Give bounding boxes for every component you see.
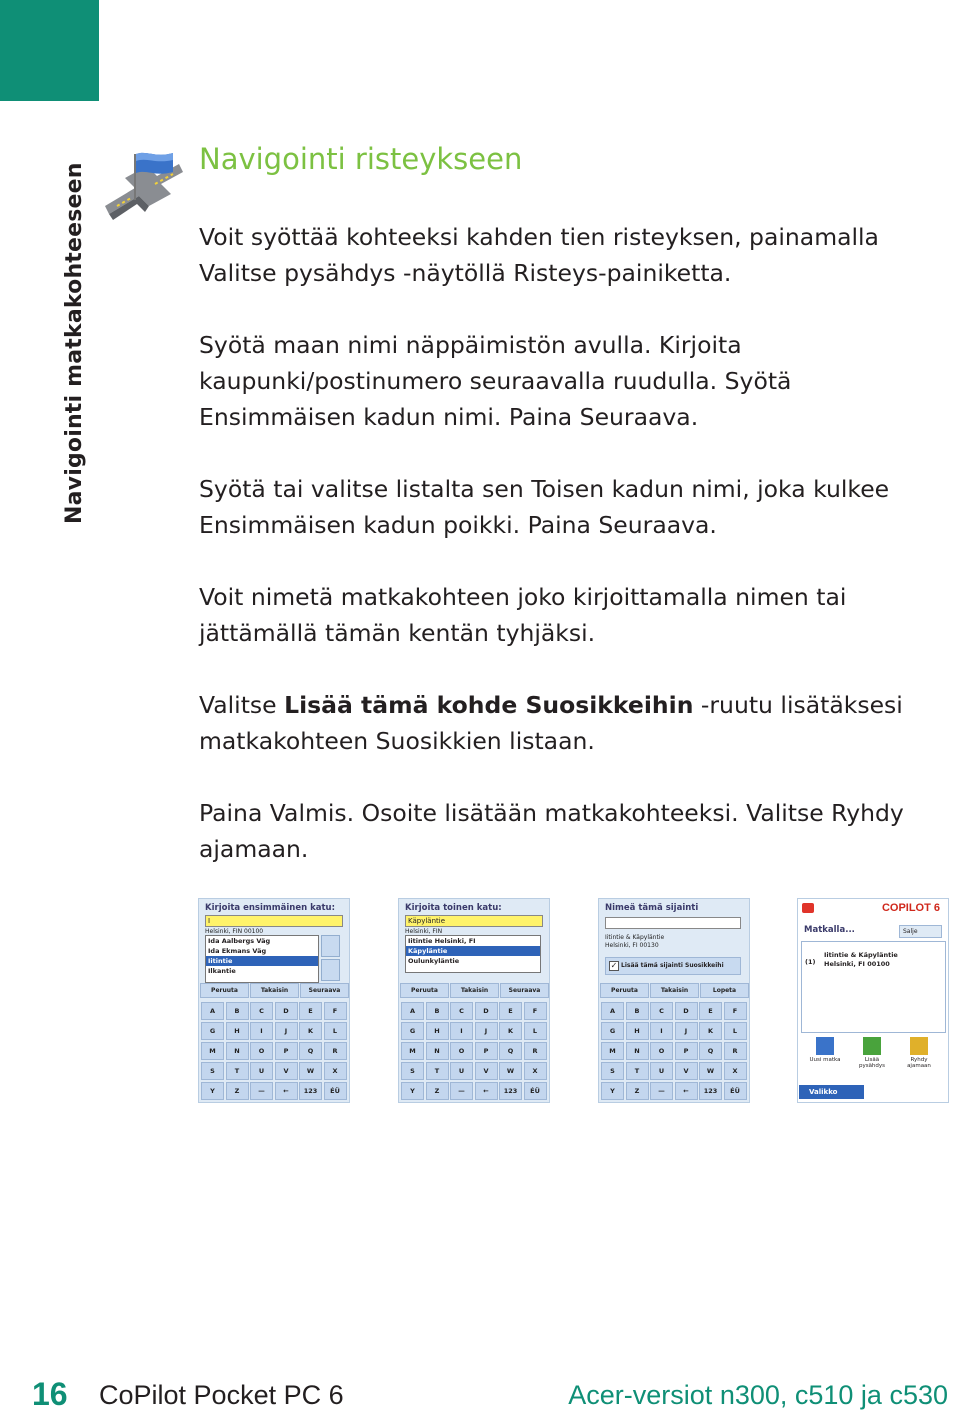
cancel-button[interactable]: Peruuta <box>400 983 449 998</box>
keyboard-key[interactable]: D <box>675 1002 698 1020</box>
flag-icon <box>816 1037 834 1055</box>
keyboard-key[interactable]: ← <box>675 1082 698 1100</box>
keyboard-key[interactable]: K <box>699 1022 722 1040</box>
keyboard-key[interactable]: T <box>226 1062 249 1080</box>
keyboard-key[interactable]: B <box>426 1002 449 1020</box>
keyboard-key[interactable]: A <box>401 1002 424 1020</box>
keyboard-key[interactable]: Z <box>226 1082 249 1100</box>
keyboard-key[interactable]: E <box>699 1002 722 1020</box>
action-buttons <box>199 983 349 997</box>
keyboard-key[interactable]: W <box>299 1062 322 1080</box>
keyboard-key[interactable]: G <box>601 1022 624 1040</box>
product-versions: Acer-versiot n300, c510 ja c530 <box>568 1380 948 1410</box>
keyboard-key[interactable]: A <box>201 1002 224 1020</box>
scroll-up-icon[interactable] <box>321 935 340 957</box>
keyboard-key[interactable]: E <box>499 1002 522 1020</box>
add-stop-button[interactable]: Lisää pysähdys <box>851 1035 893 1075</box>
list-item[interactable]: Iitintie Helsinki, FI <box>408 937 476 945</box>
keyboard-key[interactable]: Q <box>299 1042 322 1060</box>
keyboard-key[interactable]: 123 <box>299 1082 322 1100</box>
keyboard-key[interactable]: C <box>250 1002 273 1020</box>
address-line-2: Helsinki, FI 00130 <box>605 942 659 949</box>
screen-title: Nimeä tämä sijainti <box>605 903 699 913</box>
keyboard-key[interactable]: H <box>426 1022 449 1040</box>
location-text: Helsinki, FIN <box>405 928 443 935</box>
paragraph-favorites: Valitse Lisää tämä kohde Suosikkeihin -ruutu lisätäksesi matkakohteen Suosikkien listaan. <box>199 691 903 755</box>
cancel-button[interactable]: Peruuta <box>200 983 249 998</box>
keyboard-key[interactable]: V <box>475 1062 498 1080</box>
keyboard-key[interactable]: C <box>650 1002 673 1020</box>
action-buttons <box>399 983 549 997</box>
screenshot-second-street <box>398 898 550 1103</box>
paragraph-name-destination: Voit nimetä matkakohteen joko kirjoittamalla nimen tai jättämällä tämän kentän tyhjäksi. <box>199 583 847 647</box>
keyboard-key[interactable]: T <box>426 1062 449 1080</box>
keyboard-key[interactable]: ÉÜ <box>324 1082 347 1100</box>
keyboard-key[interactable]: T <box>626 1062 649 1080</box>
keyboard-key[interactable]: D <box>475 1002 498 1020</box>
keyboard-key[interactable]: X <box>724 1062 747 1080</box>
scroll-down-icon[interactable] <box>321 959 340 981</box>
list-item[interactable]: Ida Ekmans Väg <box>208 947 267 955</box>
keyboard-key[interactable]: L <box>324 1022 347 1040</box>
address-line-1: Iitintie & Käpyläntie <box>605 934 665 941</box>
keyboard-key[interactable]: U <box>450 1062 473 1080</box>
corner-color-block <box>0 0 99 101</box>
keyboard-key[interactable]: F <box>324 1002 347 1020</box>
list-item[interactable]: Ida Aalbergs Väg <box>208 937 271 945</box>
keyboard-key[interactable]: I <box>250 1022 273 1040</box>
action-buttons <box>599 983 749 997</box>
screenshot-strip <box>0 898 960 1108</box>
destination-line-2: Helsinki, FI 00100 <box>824 960 890 968</box>
keyboard-key[interactable]: B <box>226 1002 249 1020</box>
keyboard-key[interactable]: V <box>275 1062 298 1080</box>
keyboard-key[interactable]: ÉÜ <box>724 1082 747 1100</box>
keyboard-key[interactable]: Y <box>201 1082 224 1100</box>
copilot-logo: COPILOT 6 <box>881 902 940 914</box>
keyboard-key[interactable]: J <box>675 1022 698 1040</box>
keyboard-key[interactable]: P <box>675 1042 698 1060</box>
keyboard-key[interactable]: S <box>201 1062 224 1080</box>
product-name: CoPilot Pocket PC 6 <box>99 1380 344 1410</box>
keyboard-key[interactable]: 123 <box>699 1082 722 1100</box>
list-item[interactable]: Oulunkyläntie <box>408 957 460 965</box>
keyboard-key[interactable]: A <box>601 1002 624 1020</box>
keyboard-key[interactable]: G <box>401 1022 424 1040</box>
street-list[interactable] <box>405 935 541 973</box>
new-route-button[interactable]: Uusi matka <box>804 1035 846 1075</box>
paragraph-country-city: Syötä maan nimi näppäimistön avulla. Kirjoita kaupunki/postinumero seuraavalla ruudulla. Syötä Ensimmäisen kadun nimi. Paina Seuraava. <box>199 331 792 431</box>
screenshot-first-street <box>198 898 350 1103</box>
screenshot-name-location <box>598 898 750 1103</box>
keyboard-key[interactable]: M <box>401 1042 424 1060</box>
keyboard-key[interactable]: Z <box>626 1082 649 1100</box>
list-item[interactable]: Ilkantie <box>208 967 236 975</box>
section-heading: Navigointi risteykseen <box>199 142 523 176</box>
keyboard-key[interactable]: K <box>499 1022 522 1040</box>
street-list[interactable] <box>205 935 319 983</box>
add-favorite-toggle[interactable] <box>605 957 741 975</box>
keyboard-key[interactable]: Q <box>699 1042 722 1060</box>
start-driving-button[interactable]: Ryhdy ajamaan <box>898 1035 940 1075</box>
keyboard-key[interactable]: N <box>426 1042 449 1060</box>
keyboard-key[interactable]: R <box>724 1042 747 1060</box>
signal-icon <box>802 903 814 913</box>
keyboard-key[interactable]: ÉÜ <box>524 1082 547 1100</box>
keyboard-key[interactable]: B <box>626 1002 649 1020</box>
paragraph-second-street: Syötä tai valitse listalta sen Toisen kadun nimi, joka kulkee Ensimmäisen kadun poikki. Paina Seuraava. <box>199 475 890 539</box>
keyboard-key[interactable]: S <box>601 1062 624 1080</box>
screen-title: Kirjoita ensimmäinen katu: <box>205 903 335 913</box>
keyboard-key[interactable]: M <box>601 1042 624 1060</box>
screen-title: Kirjoita toinen katu: <box>405 903 502 913</box>
sidebar-section-title: Navigointi matkakohteeseen <box>62 162 87 524</box>
keyboard-key[interactable]: X <box>524 1062 547 1080</box>
checkbox-label: Lisää tämä sijainti Suosikkeihi <box>621 962 724 969</box>
keyboard-key[interactable]: Q <box>499 1042 522 1060</box>
name-input[interactable] <box>605 917 741 929</box>
keyboard-key[interactable]: P <box>475 1042 498 1060</box>
keyboard-key[interactable]: J <box>275 1022 298 1040</box>
street-input[interactable]: I <box>205 915 343 927</box>
keyboard-key[interactable]: Z <box>426 1082 449 1100</box>
street-input[interactable]: Käpyläntie <box>405 915 543 927</box>
keyboard-key[interactable]: O <box>450 1042 473 1060</box>
add-flag-icon <box>863 1037 881 1055</box>
keyboard-key[interactable]: W <box>499 1062 522 1080</box>
route-actions <box>801 1035 944 1077</box>
keyboard-key[interactable]: M <box>201 1042 224 1060</box>
keyboard-key[interactable]: R <box>524 1042 547 1060</box>
back-button[interactable]: Takaisin <box>250 983 299 998</box>
next-button[interactable]: Seuraava <box>300 983 349 998</box>
keyboard-key[interactable]: C <box>450 1002 473 1020</box>
keyboard-key[interactable]: S <box>401 1062 424 1080</box>
keyboard-key[interactable]: — <box>450 1082 473 1100</box>
keyboard-key[interactable]: O <box>650 1042 673 1060</box>
keyboard-key[interactable]: L <box>724 1022 747 1040</box>
route-list[interactable] <box>801 941 946 1033</box>
finish-button[interactable]: Lopeta <box>700 983 749 998</box>
keyboard-key[interactable]: Y <box>401 1082 424 1100</box>
back-button[interactable]: Takaisin <box>650 983 699 998</box>
keyboard-key[interactable]: — <box>650 1082 673 1100</box>
keyboard-key[interactable]: L <box>524 1022 547 1040</box>
list-item[interactable]: Iitintie <box>206 956 318 966</box>
keyboard-key[interactable]: J <box>475 1022 498 1040</box>
keyboard-key[interactable]: H <box>626 1022 649 1040</box>
keyboard-key[interactable]: V <box>675 1062 698 1080</box>
keyboard-key[interactable]: 123 <box>499 1082 522 1100</box>
screenshot-route-ready <box>797 898 949 1103</box>
menu-button[interactable]: Valikko <box>799 1085 864 1099</box>
keyboard-key[interactable]: ← <box>475 1082 498 1100</box>
route-index: (1) <box>805 958 816 966</box>
list-item[interactable]: Käpyläntie <box>406 946 540 956</box>
keyboard-key[interactable]: X <box>324 1062 347 1080</box>
keyboard-key[interactable]: O <box>250 1042 273 1060</box>
keyboard-key[interactable]: P <box>275 1042 298 1060</box>
settings-button[interactable]: Salje <box>899 925 942 938</box>
location-text: Helsinki, FIN 00100 <box>205 928 264 935</box>
header-bar <box>798 899 948 919</box>
destination-line-1: Iitintie & Käpyläntie <box>824 951 898 959</box>
keyboard-key[interactable]: Y <box>601 1082 624 1100</box>
keyboard-key[interactable]: F <box>724 1002 747 1020</box>
keyboard-key[interactable]: N <box>226 1042 249 1060</box>
keyboard-key[interactable]: G <box>201 1022 224 1040</box>
keyboard-key[interactable]: U <box>650 1062 673 1080</box>
keyboard-key[interactable]: — <box>250 1082 273 1100</box>
next-button[interactable]: Seuraava <box>500 983 549 998</box>
keyboard-key[interactable]: R <box>324 1042 347 1060</box>
checkbox-checked-icon[interactable]: ✓ <box>610 961 618 970</box>
keyboard-key[interactable]: I <box>450 1022 473 1040</box>
keyboard-key[interactable]: E <box>299 1002 322 1020</box>
back-button[interactable]: Takaisin <box>450 983 499 998</box>
keyboard-key[interactable]: W <box>699 1062 722 1080</box>
intersection-flag-icon <box>95 148 185 238</box>
cancel-button[interactable]: Peruuta <box>600 983 649 998</box>
keyboard-key[interactable]: D <box>275 1002 298 1020</box>
paragraph-intro: Voit syöttää kohteeksi kahden tien risteyksen, painamalla Valitse pysähdys -näytöllä Risteys-painiketta. <box>199 223 879 287</box>
keyboard-key[interactable]: K <box>299 1022 322 1040</box>
keyboard-key[interactable]: ← <box>275 1082 298 1100</box>
keyboard-key[interactable]: I <box>650 1022 673 1040</box>
keyboard-key[interactable]: H <box>226 1022 249 1040</box>
traffic-light-icon <box>910 1037 928 1055</box>
keyboard-key[interactable]: F <box>524 1002 547 1020</box>
page-number: 16 <box>32 1376 68 1412</box>
keyboard-key[interactable]: U <box>250 1062 273 1080</box>
screen-title: Matkalla... <box>804 925 855 935</box>
keyboard-key[interactable]: N <box>626 1042 649 1060</box>
paragraph-done: Paina Valmis. Osoite lisätään matkakohteeksi. Valitse Ryhdy ajamaan. <box>199 799 904 863</box>
